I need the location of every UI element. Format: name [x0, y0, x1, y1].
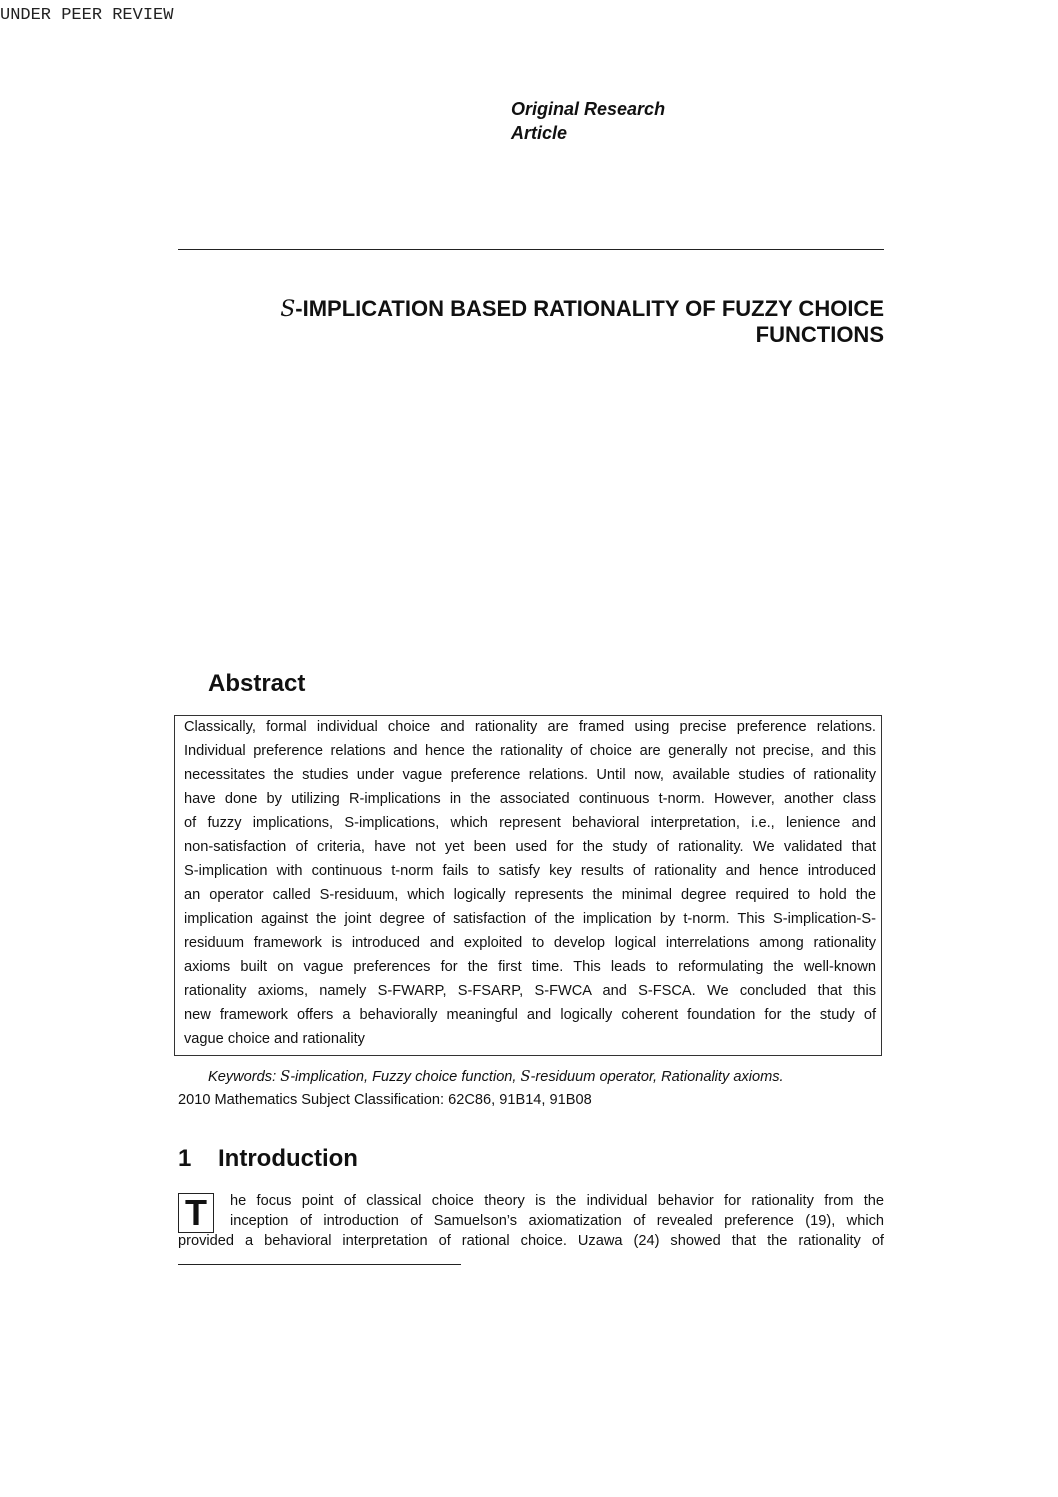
abstract-line: non-satisfaction of criteria, have not yet been used for the study of rationality. We validated that	[184, 839, 876, 855]
msc-classification: 2010 Mathematics Subject Classification: 62C86, 91B14, 91B08	[178, 1092, 592, 1108]
title-line: FUNCTIONS	[755, 322, 884, 347]
article-type-line: Article	[511, 123, 568, 143]
abstract-line: Classically, formal individual choice and rationality are framed using precise preference relations.	[184, 719, 876, 735]
intro-line: he focus point of classical choice theory is the individual behavior for rationality from the	[230, 1193, 884, 1209]
keywords-text: -implication, Fuzzy choice function,	[290, 1069, 521, 1085]
abstract-line: S-implication with continuous t-norm fails to satisfy key results of rationality and hence introduced	[184, 863, 876, 879]
section-number: 1	[178, 1145, 192, 1172]
abstract-line: axioms built on vague preferences for the first time. This leads to reformulating the well-known	[184, 959, 876, 975]
abstract-line: implication against the joint degree of satisfaction of the implication by t-norm. This S-implication-S-	[184, 911, 876, 927]
article-type	[511, 97, 665, 145]
abstract-line: rationality axioms, namely S-FWARP, S-FSARP, S-FWCA and S-FSCA. We concluded that this	[184, 983, 876, 999]
title-line: -IMPLICATION BASED RATIONALITY OF FUZZY CHOICE	[295, 296, 884, 321]
keywords-text: -residuum operator, Rationality axioms.	[530, 1069, 784, 1085]
section-heading-introduction	[178, 1145, 358, 1173]
abstract-line: necessitates the studies under vague preference relations. Until now, available studies of rationality	[184, 767, 876, 783]
title-math-s: S	[280, 297, 296, 322]
abstract-line: vague choice and rationality	[184, 1031, 365, 1047]
abstract-line: new framework offers a behaviorally meaningful and logically coherent foundation for the study of	[184, 1007, 876, 1023]
intro-line: inception of introduction of Samuelson’s axiomatization of revealed preference (19), which	[230, 1213, 884, 1229]
article-type-line: Original Research	[511, 99, 666, 119]
abstract-line: an operator called S-residuum, which logically represents the minimal degree required to hold the	[184, 887, 876, 903]
abstract-heading: Abstract	[208, 670, 306, 697]
math-s: S	[280, 1068, 291, 1085]
section-title: Introduction	[218, 1145, 358, 1172]
keywords-label: Keywords:	[208, 1069, 281, 1085]
abstract-line: Individual preference relations and hence the rationality of choice are generally not precise, and this	[184, 743, 876, 759]
math-s: S	[520, 1068, 531, 1085]
footnote-rule	[178, 1264, 461, 1265]
abstract-line: of fuzzy implications, S-implications, which represent behavioral interpretation, i.e., lenience and	[184, 815, 876, 831]
abstract-box	[174, 715, 882, 1056]
abstract-line: residuum framework is introduced and exploited to develop logical interrelations among rationality	[184, 935, 876, 951]
paper-title	[178, 296, 884, 347]
drop-cap: T	[178, 1193, 214, 1233]
title-rule	[178, 249, 884, 250]
abstract-line: have done by utilizing R-implications in the associated continuous t-norm. However, another class	[184, 791, 876, 807]
keywords	[208, 1068, 784, 1085]
review-watermark: UNDER PEER REVIEW	[0, 6, 174, 25]
intro-line: provided a behavioral interpretation of rational choice. Uzawa (24) showed that the rationality of	[178, 1233, 884, 1249]
